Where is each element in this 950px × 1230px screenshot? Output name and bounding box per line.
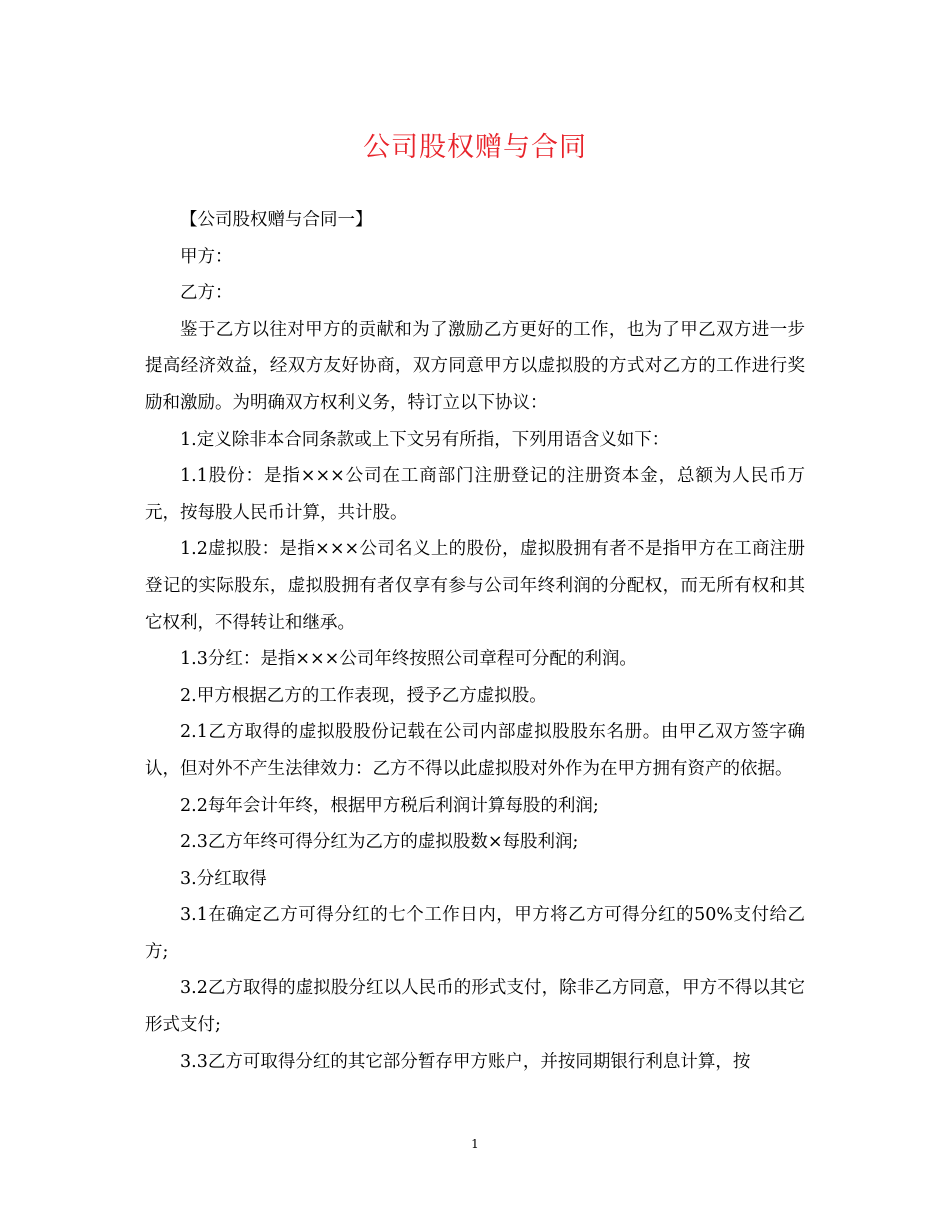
section-heading: 【公司股权赠与合同一】 xyxy=(180,210,373,230)
document-title: 公司股权赠与合同 xyxy=(363,132,587,163)
clause-2: 2.甲方根据乙方的工作表现，授予乙方虚拟股。 xyxy=(180,685,547,706)
clause-3-2: 3.2乙方取得的虚拟股分红以人民币的形式支付，除非乙方同意，甲方不得以其它形式支付; xyxy=(145,978,805,1036)
clause-2-1: 2.1乙方取得的虚拟股股份记载在公司内部虚拟股股东名册。由甲乙双方签字确认，但对外不产生法律效力：乙方不得以此虚拟股对外作为在甲方拥有资产的依据。 xyxy=(145,722,805,779)
document-body xyxy=(145,202,805,1080)
clause-2-2: 2.2每年会计年终，根据甲方税后利润计算每股的利润; xyxy=(180,795,599,816)
clause-3-1: 3.1在确定乙方可得分红的七个工作日内，甲方将乙方可得分红的50%支付给乙方; xyxy=(145,905,805,962)
clause-3: 3.分红取得 xyxy=(180,868,267,889)
preamble-paragraph: 鉴于乙方以往对甲方的贡献和为了激励乙方更好的工作，也为了甲乙双方进一步提高经济效益，经双方友好协商，双方同意甲方以虚拟股的方式对乙方的工作进行奖励和激励。为明确双方权利义务，特订立以下协议： xyxy=(145,319,805,413)
clause-1-3: 1.3分红：是指×××公司年终按照公司章程可分配的利润。 xyxy=(180,649,637,670)
clause-1-2: 1.2虚拟股：是指×××公司名义上的股份，虚拟股拥有者不是指甲方在工商注册登记的实际股东，虚拟股拥有者仅享有参与公司年终利润的分配权，而无所有权和其它权利，不得转让和继承。 xyxy=(145,539,805,633)
clause-1: 1.定义除非本合同条款或上下文另有所指，下列用语含义如下： xyxy=(180,429,670,450)
clause-1-1: 1.1股份：是指×××公司在工商部门注册登记的注册资本金，总额为人民币万元，按每股人民币计算，共计股。 xyxy=(145,466,805,523)
party-a-line: 甲方： xyxy=(180,246,233,267)
clause-3-3: 3.3乙方可取得分红的其它部分暂存甲方账户，并按同期银行利息计算，按 xyxy=(180,1051,751,1072)
clause-2-3: 2.3乙方年终可得分红为乙方的虚拟股数×每股利润; xyxy=(180,832,579,853)
party-b-line: 乙方： xyxy=(180,283,233,304)
page-number: 1 xyxy=(471,1137,479,1151)
